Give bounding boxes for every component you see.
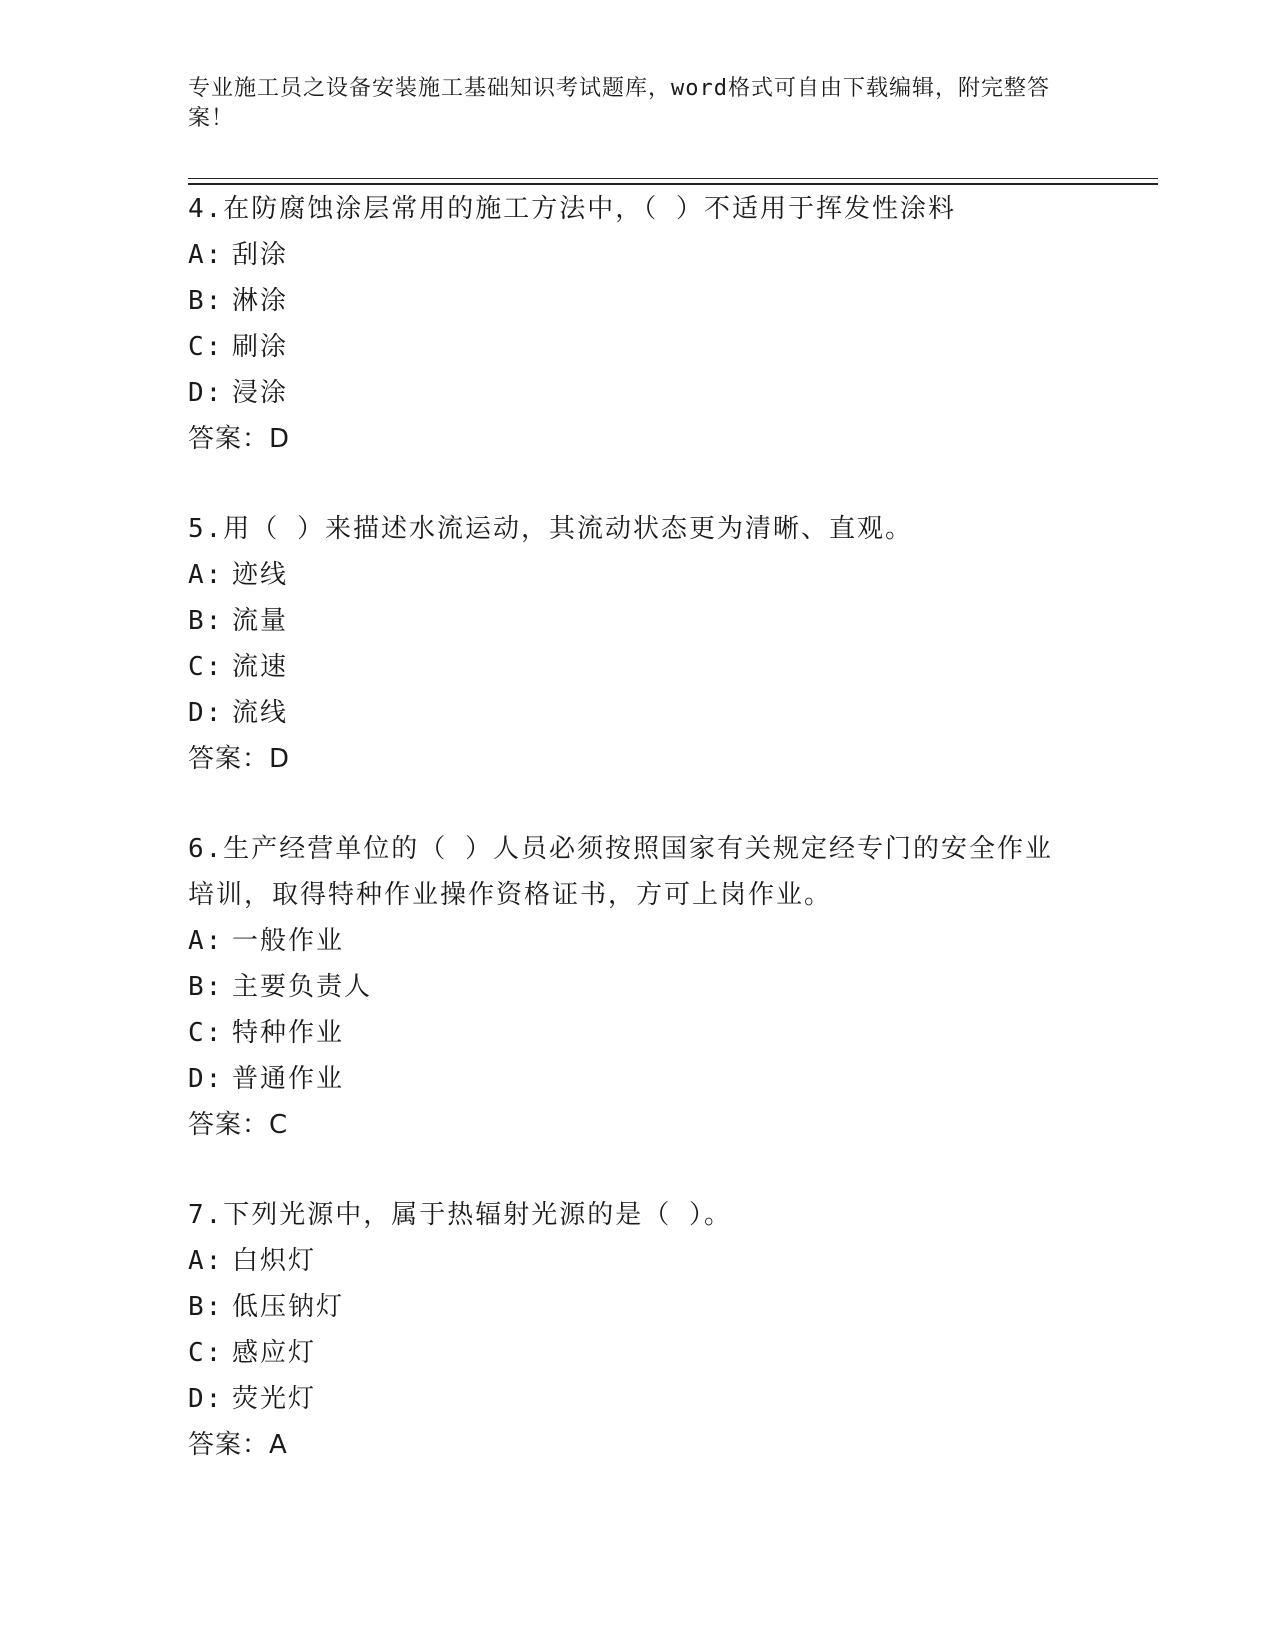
option-text: 特种作业: [232, 1018, 345, 1048]
header-divider-thick: [188, 183, 1158, 185]
option-d: [188, 370, 1078, 416]
question-block: [188, 506, 1078, 782]
question-block: [188, 186, 1078, 462]
option-text: 刷涂: [232, 332, 289, 362]
option-text: 荧光灯: [232, 1384, 317, 1414]
option-letter: C:: [188, 1018, 224, 1048]
option-text: 主要负责人: [232, 972, 373, 1002]
option-letter: A:: [188, 926, 224, 956]
option-d: [188, 690, 1078, 736]
question-block: [188, 1192, 1078, 1468]
option-text: 流速: [232, 652, 289, 682]
answer-line: 答案：D: [188, 424, 291, 454]
option-text: 流线: [232, 698, 289, 728]
question-stem: 6.生产经营单位的（ ）人员必须按照国家有关规定经专门的安全作业培训，取得特种作业操作资格证书，方可上岗作业。: [188, 834, 1053, 910]
answer-line: 答案：C: [188, 1110, 289, 1140]
option-text: 普通作业: [232, 1064, 345, 1094]
option-text: 低压钠灯: [232, 1292, 345, 1322]
option-b: [188, 1284, 1078, 1330]
option-text: 白炽灯: [232, 1246, 317, 1276]
question-stem: 7.下列光源中，属于热辐射光源的是（ ）。: [188, 1200, 732, 1230]
option-b: [188, 278, 1078, 324]
option-text: 感应灯: [232, 1338, 317, 1368]
option-letter: C:: [188, 652, 224, 682]
header-divider-thin: [188, 178, 1158, 179]
option-c: [188, 1330, 1078, 1376]
option-letter: B:: [188, 606, 224, 636]
option-d: [188, 1376, 1078, 1422]
option-letter: D:: [188, 1384, 224, 1414]
option-letter: A:: [188, 560, 224, 590]
option-letter: D:: [188, 378, 224, 408]
answer-line: 答案：D: [188, 744, 291, 774]
option-text: 刮涂: [232, 240, 289, 270]
option-text: 一般作业: [232, 926, 345, 956]
option-letter: B:: [188, 1292, 224, 1322]
option-letter: C:: [188, 332, 224, 362]
option-letter: A:: [188, 1246, 224, 1276]
question-block: [188, 826, 1078, 1148]
option-letter: D:: [188, 1064, 224, 1094]
option-text: 浸涂: [232, 378, 289, 408]
option-text: 淋涂: [232, 286, 289, 316]
option-a: [188, 232, 1078, 278]
option-letter: A:: [188, 240, 224, 270]
option-b: [188, 598, 1078, 644]
option-a: [188, 1238, 1078, 1284]
question-stem: 5.用（ ）来描述水流运动，其流动状态更为清晰、直观。: [188, 514, 913, 544]
option-letter: D:: [188, 698, 224, 728]
question-stem: 4.在防腐蚀涂层常用的施工方法中，（ ）不适用于挥发性涂料: [188, 194, 956, 224]
option-c: [188, 324, 1078, 370]
option-text: 流量: [232, 606, 289, 636]
option-b: [188, 964, 1078, 1010]
option-letter: C:: [188, 1338, 224, 1368]
option-letter: B:: [188, 286, 224, 316]
option-c: [188, 644, 1078, 690]
answer-line: 答案：A: [188, 1430, 288, 1460]
document-header: 专业施工员之设备安装施工基础知识考试题库，word格式可自由下载编辑，附完整答案！: [188, 76, 1050, 131]
option-letter: B:: [188, 972, 224, 1002]
option-a: [188, 918, 1078, 964]
option-a: [188, 552, 1078, 598]
option-text: 迹线: [232, 560, 289, 590]
option-d: [188, 1056, 1078, 1102]
option-c: [188, 1010, 1078, 1056]
